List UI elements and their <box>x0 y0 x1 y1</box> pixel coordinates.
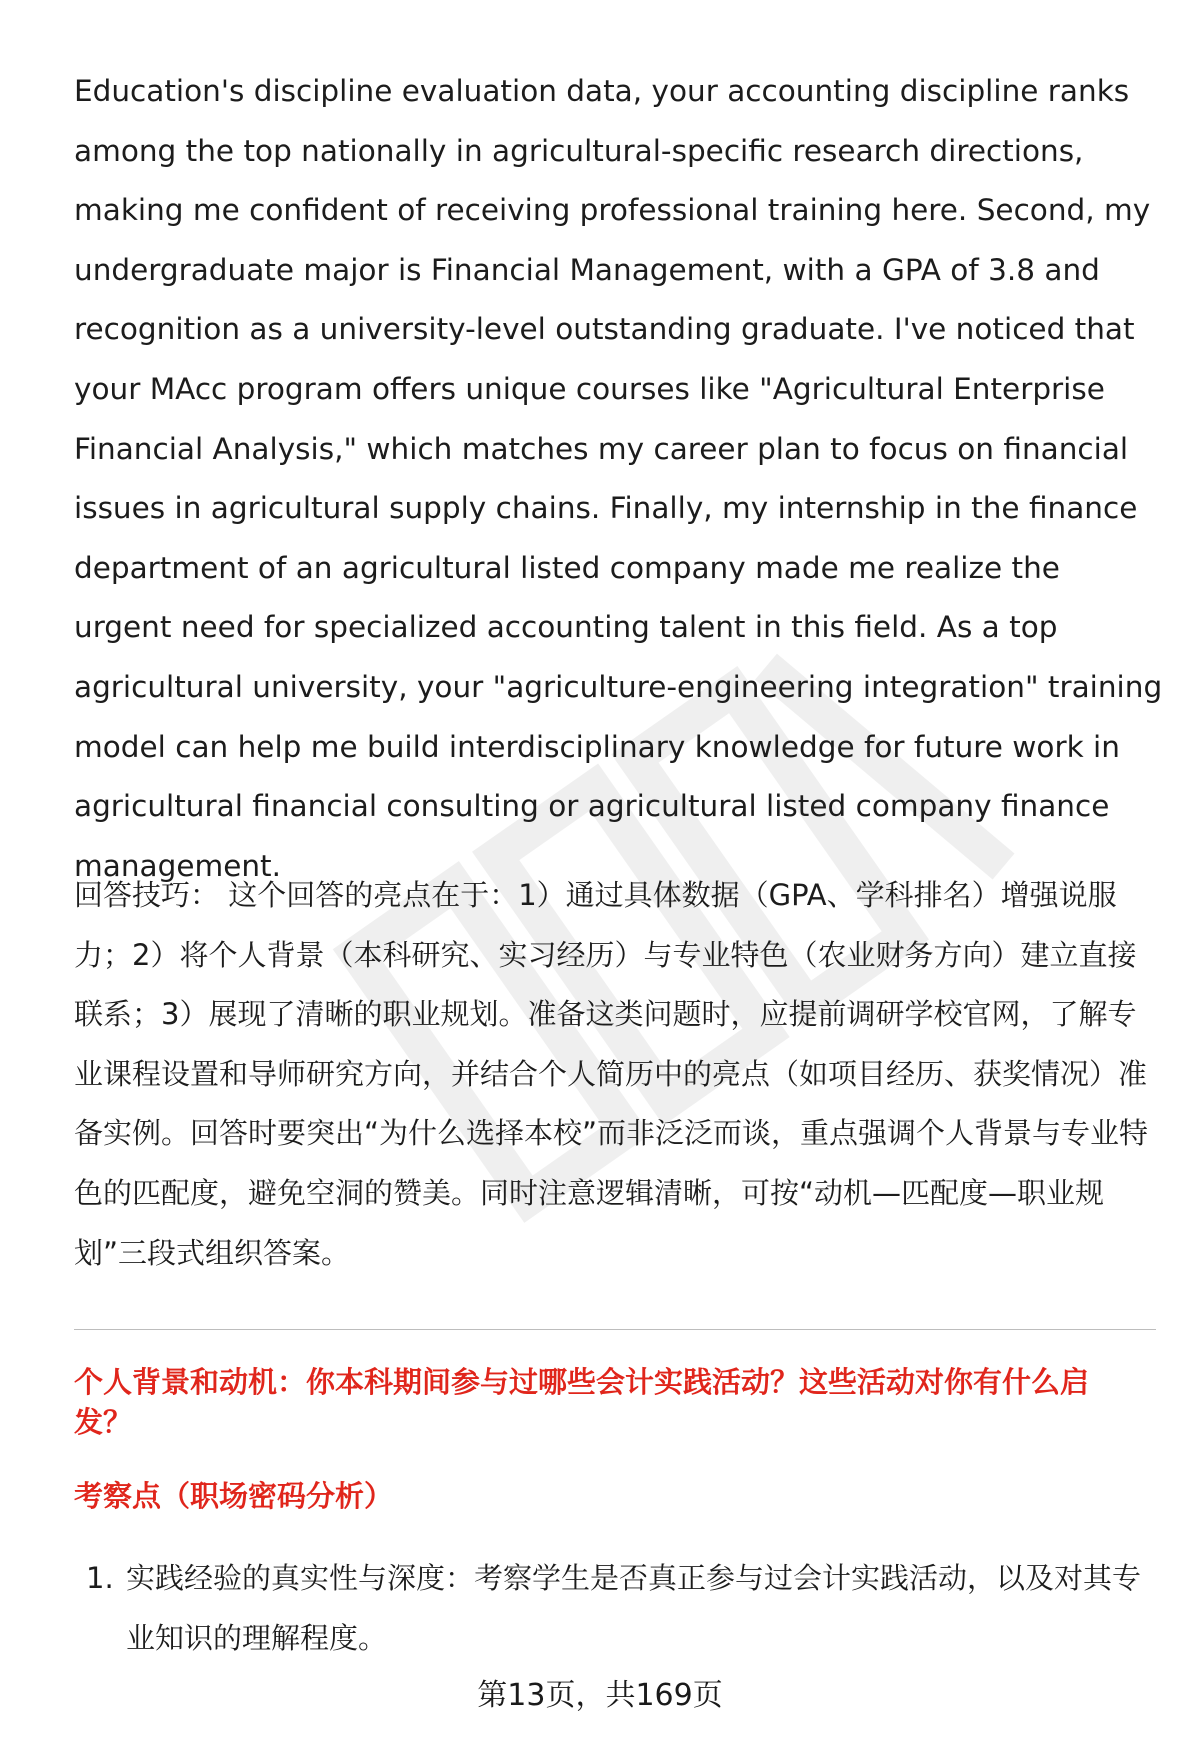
assessment-heading: 考察点（职场密码分析） <box>74 1479 394 1513</box>
question-heading: 个人背景和动机：你本科期间参与过哪些会计实践活动？这些活动对你有什么启发？ <box>74 1365 1090 1439</box>
assessment-point-list <box>74 1549 1154 1668</box>
point-number: 1. <box>86 1561 114 1595</box>
point-text: 实践经验的真实性与深度：考察学生是否真正参与过会计实践活动，以及对其专业知识的理解程度。 <box>126 1561 1142 1655</box>
section-divider <box>74 1329 1156 1330</box>
answer-paragraph: Education's discipline evaluation data, your accounting discipline ranks among the top nationally in agricultural-specific research directions, making me confident of receiving professional training here. Second, my undergraduate major is Financial Management, with a GPA of 3.8 and recognition as a university-level outstanding graduate. I've noticed that your MAcc program offers unique courses like "Agricultural Enterprise Financial Analysis," which matches my career plan to focus on financial issues in agricultural supply chains. Finally, my internship in the finance department of an agricultural listed company made me realize the urgent need for specialized accounting talent in this field. As a top agricultural university, your "agriculture-engineering integration" training model can help me build interdisciplinary knowledge for future work in agricultural financial consulting or agricultural listed company finance management. <box>74 74 1163 883</box>
assessment-point-item <box>74 1549 1154 1668</box>
answer-tips-paragraph: 回答技巧： 这个回答的亮点在于：1）通过具体数据（GPA、学科排名）增强说服力；2）将个人背景（本科研究、实习经历）与专业特色（农业财务方向）建立直接联系；3）展现了清晰的职业规划。准备这类问题时，应提前调研学校官网，了解专业课程设置和导师研究方向，并结合个人简历中的亮点（如项目经历、获奖情况）准备实例。回答时要突出“为什么选择本校”而非泛泛而谈，重点强调个人背景与专业特色的匹配度，避免空洞的赞美。同时注意逻辑清晰，可按“动机—匹配度—职业规划”三段式组织答案。 <box>74 878 1149 1270</box>
page-number-footer: 第13页，共169页 <box>477 1678 723 1713</box>
